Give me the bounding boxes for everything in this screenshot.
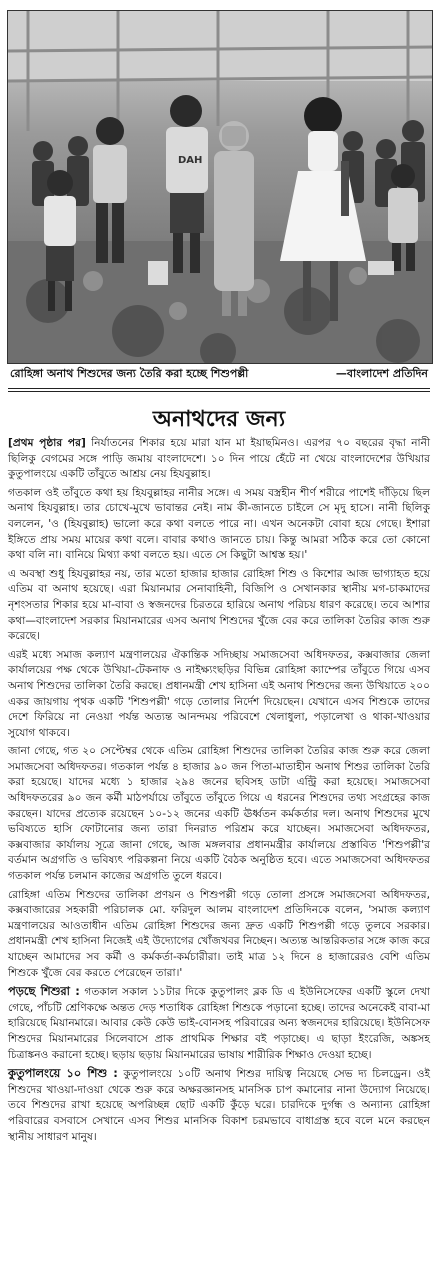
- paragraph: [8, 436, 430, 483]
- continuation-marker: [প্রথম পৃষ্ঠার পর]: [8, 437, 86, 449]
- paragraph: [8, 744, 430, 884]
- paragraph-text: এ অবস্থা শুধু হিযবুল্লাহর নয়, তার মতো হাজার হাজার রোহিঙ্গা শিশু ও কিশোর আজ ভাগ্যাহত হয়ে এতিম বা অনাথ হয়েছে। এরা মিয়ানমার সেনাবাহিনী, বিজিপি ও সেখানকার স্থানীয় মগ-চাকমাদের নৃশংসতার শিকার হয়ে মা-বাবা ও স্বজনদের চিরতরে হারিয়ে অনাথ পরিচয় ধারণ করেছে। তবে আশার কথা—বাংলাদেশ সরকার মিয়ানমারের এসব অনাথ শিশুদের খুঁজে বের করে তালিকা তৈরির কাজ শুরু করেছে।: [8, 567, 430, 643]
- paragraph-text: রোহিঙ্গা এতিম শিশুদের তালিকা প্রণয়ন ও শিশুপল্লী গড়ে তোলা প্রসঙ্গে সমাজসেবা অধিদফতর, কক্সবাজারের সহকারী পরিচালক মো. ফরিদুল আলম বাংলাদেশ প্রতিদিনকে বলেন, 'সমাজ কল্যাণ মন্ত্রণালয়ের আওতাধীন এতিম রোহিঙ্গা শিশুদের জন্য দ্রুত একটি শিশুপল্লী গড়ে তুলবে সরকার। প্রধানমন্ত্রী শেখ হাসিনা নিজেই এই উদ্যোগের খোঁজখবর নিচ্ছেন। অত্যন্ত আন্তরিকতার সঙ্গে কাজ করে যাচ্ছেন আমাদের সব কর্মী ও কর্মকর্তা-কর্মচারীরা। তাই মাত্র ১২ দিনে ৪ হাজারেরও বেশি এতিম শিশুকে খুঁজে বের করতে পেরেছেন তারা।': [8, 888, 430, 979]
- headline: অনাথদের জন্য: [152, 406, 286, 432]
- paragraph: [8, 648, 430, 742]
- photo-caption: [8, 365, 430, 383]
- paragraph-text: নির্যাতনের শিকার হয়ে মারা যান মা ইয়াছমিনও। এরপর ৭০ বছরের বৃদ্ধা নানী ছিলিকু বেগমের সঙ্গে পাড়ি জমায় বাংলাদেশে। ১০ দিন পায়ে হেঁটে না খেয়ে বাংলাদেশের উখিয়ার কুতুপালংয়ে একটি তাঁবুতে আশ্রয় নেয় হিযবুল্লাহ।: [8, 437, 430, 481]
- subheading: কুতুপালংয়ে ১০ শিশু :: [8, 1066, 118, 1081]
- paragraph: [8, 1066, 430, 1145]
- subheading: পড়ছে শিশুরা :: [8, 984, 80, 999]
- paragraph-text: এরই মধ্যে সমাজ কল্যাণ মন্ত্রণালয়ের ঐকান্তিক সদিচ্ছায় সমাজসেবা অধিদফতর, কক্সবাজার জেলা কার্যালয়ের পক্ষ থেকে উখিয়া-টেকনাফ ও নাইক্ষ্যংছড়ির বিভিন্ন রোহিঙ্গা ক্যাম্পের তাঁবুতে গিয়ে এসব অনাথ শিশুদের তালিকা তৈরি করছে। প্রধানমন্ত্রী শেখ হাসিনা এই অনাথ শিশুদের জন্য উখিয়াতে ২০০ একর জায়গায় পৃথক একটি 'শিশুপল্লী' গড়ে তোলার নির্দেশ দিয়েছেন। যেখানে এসব শিশুকে তাদের দেশে ফিরিয়ে না নেওয়া পর্যন্ত অত্যন্ত আনন্দময় পরিবেশে খেলাধুলা, পড়ালেখা ও থাকা-খাওয়ার সুযোগ থাকবে।: [8, 648, 430, 739]
- divider-top: [8, 388, 430, 389]
- paragraph-text: গতকাল ওই তাঁবুতে কথা হয় হিযবুল্লাহর নানীর সঙ্গে। এ সময় বস্ত্রহীন শীর্ণ শরীরে পাশেই দাঁড়িয়ে ছিল অনাথ হিযবুল্লাহ। তার চোখে-মুখে ভাবান্তর নেই। নাম কী-জানতে চাইলে সে মৃদু হাসে। নানী ছিলিকু বললেন, 'ও (হিযবুল্লাহ) ভালো করে কথা বলতে পারে না। এখন অনেকটা বোবা হয়ে গেছে। ইশারা ইঙ্গিতে প্রায় সময় মায়ের কথা বলে। বাবার কথাও জানতে চায়। কিন্তু আমরা সঠিক করে তো কোনো কথা বলি না। বানিয়ে মিথ্যা কথা বলতে হয়। এতে সে কিছুটা আশ্বস্ত হয়।': [8, 486, 430, 562]
- paragraph: [8, 486, 430, 564]
- caption-text: রোহিঙ্গা অনাথ শিশুদের জন্য তৈরি করা হচ্ছে শিশুপল্লী: [10, 367, 249, 380]
- photo-credit: —বাংলাদেশ প্রতিদিন: [335, 367, 428, 380]
- paragraph-text: গতকাল সকাল ১১টার দিকে কুতুপালং ব্লক ডি এ ইউনিসেফের একটি স্কুলে দেখা গেছে, পাঁচটি শ্রেণিকক্ষে অন্তত দেড় শতাধিক রোহিঙ্গা শিশুকে পড়ানো হচ্ছে। তাদের অনেকেই বাবা-মা হারিয়েছে মিয়ানমারে। আবার কেউ কেউ ভাই-বোনসহ পরিবারের অন্য স্বজনদের হারিয়েছে। ইউনিসেফ শিশুদের মিয়ানমারের সিলেবাসে প্রাক প্রাথমিক শিক্ষার বই পড়াচ্ছে। এ ছাড়া ইংরেজি, অঙ্কসহ চিত্রাঙ্কনও করানো হচ্ছে। ছড়ায় ছড়ায় মিয়ানমারের ভাষায় শারীরিক শিক্ষাও দেওয়া হচ্ছে।: [8, 986, 431, 1061]
- paragraph: [8, 984, 430, 1063]
- paragraph: [8, 567, 430, 645]
- paragraph-text: জানা গেছে, গত ২০ সেপ্টেম্বর থেকে এতিম রোহিঙ্গা শিশুদের তালিকা তৈরির কাজ শুরু করে জেলা সমাজসেবা অধিদফতর। গতকাল পর্যন্ত ৪ হাজার ৯০ জন পিতা-মাতাহীন অনাথ শিশুর তালিকা তৈরি করা হয়েছে। যাদের মধ্যে ১ হাজার ২৯৪ জনের ছবিসহ ডাটা এন্ট্রি করা হয়েছে। সমাজসেবা অধিদফতরের ৯০ জন কর্মী মাঠপর্যায়ে তাঁবুতে তাঁবুতে গিয়ে এ ধরনের শিশুদের তথ্য সংগ্রহের কাজ করছেন। যাদের প্রত্যেক রয়েছেন ১০-১২ জনের একটি ঊর্ধ্বতন কর্মকর্তার দল। অনাথ শিশুদের মুখে ভবিষ্যতে হাসি ফোটানোর জন্য তারা দিনরাত পরিশ্রম করে যাচ্ছেন। সমাজসেবা অধিদফতর, কক্সবাজার কার্যালয় সূত্রে জানা গেছে, আজ মঙ্গলবার প্রধানমন্ত্রীর কার্যালয়ে প্রস্তাবিত 'শিশুপল্লী'র বর্তমান অগ্রগতি ও ভবিষ্যৎ পরিকল্পনা নিয়ে একটি বৈঠক অনুষ্ঠিত হবে। এতে সমাজসেবা অধিদফতর গতকাল পর্যন্ত চলমান কাজের অগ্রগতি তুলে ধরবে।: [8, 745, 430, 883]
- paragraph: [8, 888, 430, 982]
- paragraph-text: কুতুপালংয়ে ১০টি অনাথ শিশুর দায়িত্ব নিয়েছে সেভ দ্য চিলড্রেন। ওই শিশুদের খাওয়া-দাওয়া থেকে শুরু করে অক্ষরজ্ঞানসহ মানসিক চাপ কমানোর নানা উদ্যোগ নিয়েছে। তবে শিশুদের রাখা হয়েছে অপরিচ্ছন্ন ছোট একটি কুঁড়ে ঘরে। চারদিকে দুর্গন্ধ ও অন্যান্য রোহিঙ্গা পরিবারের বসবাসে সেখানে এসব শিশুর মানসিক বিকাশ চরমভাবে বাধাগ্রস্ত হবে বলে মনে করছেন স্থানীয় সাধারণ মানুষ।: [8, 1068, 430, 1143]
- shirt-print: DAH: [178, 155, 203, 166]
- divider-bottom: [8, 391, 430, 392]
- article-body: [8, 436, 430, 1148]
- news-photo: [7, 10, 433, 364]
- children-dancing-photo: [8, 11, 432, 363]
